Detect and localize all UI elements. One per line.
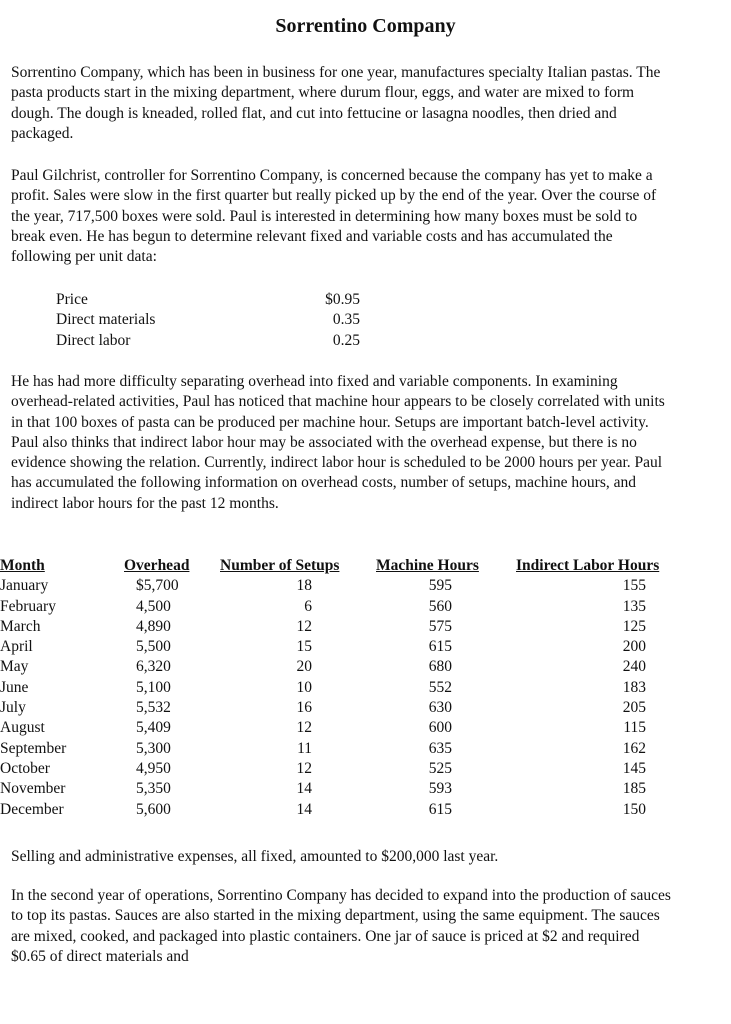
unit-value: 0.25: [332, 331, 360, 349]
table-header-row: [0, 556, 700, 576]
cell-setups: 6: [304, 597, 312, 615]
cell-month: October: [0, 759, 50, 777]
cell-indirect-labor-hours: 183: [622, 678, 646, 696]
unit-label: Price: [56, 291, 88, 308]
cell-month: August: [0, 719, 45, 737]
cell-setups: 12: [296, 617, 312, 635]
cell-overhead: 4,890: [136, 617, 171, 635]
cell-indirect-labor-hours: 155: [622, 577, 646, 595]
table-row: [0, 637, 700, 657]
table-row: [0, 739, 700, 759]
document-title: Sorrentino Company: [275, 15, 456, 37]
column-header-machine-hours: Machine Hours: [376, 557, 479, 574]
cell-machine-hours: 615: [428, 800, 452, 818]
cell-overhead: 5,600: [136, 800, 171, 818]
table-row: [0, 800, 700, 820]
cell-indirect-labor-hours: 240: [622, 658, 646, 676]
cell-month: December: [0, 800, 64, 818]
paragraph-second-year: In the second year of operations, Sorrentino Company has decided to expand into the production of sauces to top its pastas. Sauces are also started in the mixing department, using the same equipment. The sauces are mixed, cooked, and packaged into plastic containers. One jar of sauce is priced at $2 and required $0.65 of direct materials and: [11, 887, 671, 965]
cell-month: September: [0, 739, 67, 757]
cell-indirect-labor-hours: 150: [622, 800, 646, 818]
cell-machine-hours: 525: [428, 759, 452, 777]
cell-setups: 12: [296, 719, 312, 737]
table-row: [0, 657, 700, 677]
cell-overhead: 5,100: [136, 678, 171, 696]
paragraph-overhead: He has had more difficulty separating overhead into fixed and variable components. In examining overhead-related activities, Paul has noticed that machine hour appears to be closely correlated with units in that 100 boxes of pasta can be produced per machine hour. Setups are important batch-level activity. Paul also thinks that indirect labor hour may be associated with the overhead expense, but there is no evidence showing the relation. Currently, indirect labor hour is scheduled to be 2000 hours per year. Paul has accumulated the following information on overhead costs, number of setups, machine hours, and indirect labor hours for the past 12 months.: [11, 373, 665, 512]
cell-setups: 10: [296, 678, 312, 696]
cell-overhead: 5,300: [136, 739, 171, 757]
cell-month: July: [0, 699, 26, 717]
cell-setups: 15: [296, 638, 312, 656]
cell-indirect-labor-hours: 125: [622, 617, 646, 635]
cell-machine-hours: 552: [428, 678, 452, 696]
per-unit-data-table: [56, 290, 376, 351]
cell-month: March: [0, 617, 41, 635]
cell-overhead: 5,532: [136, 699, 171, 717]
table-row: [0, 759, 700, 779]
cell-machine-hours: 630: [428, 699, 452, 717]
cell-machine-hours: 593: [428, 780, 452, 798]
cell-indirect-labor-hours: 145: [622, 759, 646, 777]
unit-row-direct-materials: [56, 310, 376, 330]
cell-month: February: [0, 597, 56, 615]
cell-setups: 12: [296, 759, 312, 777]
cell-indirect-labor-hours: 115: [623, 719, 646, 737]
cell-month: June: [0, 678, 29, 696]
cell-indirect-labor-hours: 205: [622, 699, 646, 717]
column-header-month: Month: [0, 557, 45, 574]
table-row: [0, 576, 700, 596]
cell-overhead: 5,409: [136, 719, 171, 737]
unit-value: $0.95: [325, 291, 360, 308]
cell-indirect-labor-hours: 185: [622, 780, 646, 798]
cell-overhead: 4,500: [136, 597, 171, 615]
column-header-indirect-labor-hours: Indirect Labor Hours: [516, 557, 660, 574]
cell-month: November: [0, 780, 66, 798]
paragraph-selling-admin: Selling and administrative expenses, all fixed, amounted to $200,000 last year.: [11, 848, 499, 865]
cell-setups: 14: [296, 800, 312, 818]
cell-overhead: $5,700: [136, 577, 179, 595]
cell-month: May: [0, 658, 29, 676]
cell-indirect-labor-hours: 200: [622, 638, 646, 656]
cell-month: January: [0, 577, 49, 595]
cell-overhead: 5,350: [136, 780, 171, 798]
cell-month: April: [0, 638, 33, 656]
cell-setups: 14: [296, 780, 312, 798]
cell-machine-hours: 680: [428, 658, 452, 676]
cell-indirect-labor-hours: 135: [622, 597, 646, 615]
overhead-table: [0, 556, 700, 820]
cell-machine-hours: 595: [428, 577, 452, 595]
cell-overhead: 5,500: [136, 638, 171, 656]
cell-setups: 11: [297, 739, 312, 757]
paragraph-intro: Sorrentino Company, which has been in business for one year, manufactures specialty Italian pastas. The pasta products start in the mixing department, where durum flour, eggs, and water are mixed to form dough. The dough is kneaded, rolled flat, and cut into fettucine or lasagna noodles, then dried and packaged.: [11, 64, 661, 142]
table-row: [0, 698, 700, 718]
cell-setups: 18: [296, 577, 312, 595]
cell-overhead: 6,320: [136, 658, 171, 676]
table-row: [0, 678, 700, 698]
cell-setups: 16: [296, 699, 312, 717]
cell-machine-hours: 615: [428, 638, 452, 656]
column-header-setups: Number of Setups: [220, 557, 340, 574]
cell-setups: 20: [296, 658, 312, 676]
unit-label: Direct materials: [56, 311, 156, 329]
cell-machine-hours: 635: [428, 739, 452, 757]
table-row: [0, 617, 700, 637]
table-row: [0, 779, 700, 799]
unit-value: 0.35: [332, 311, 360, 329]
unit-label: Direct labor: [56, 331, 131, 349]
cell-machine-hours: 575: [428, 617, 452, 635]
unit-row-direct-labor: [56, 331, 376, 351]
cell-machine-hours: 600: [428, 719, 452, 737]
table-row: [0, 597, 700, 617]
cell-indirect-labor-hours: 162: [622, 739, 646, 757]
cell-machine-hours: 560: [428, 597, 452, 615]
cell-overhead: 4,950: [136, 759, 171, 777]
paragraph-controller: Paul Gilchrist, controller for Sorrentino Company, is concerned because the company has yet to make a profit. Sales were slow in the first quarter but really picked up by the end of the year. Over the course of the year, 717,500 boxes were sold. Paul is interested in determining how many boxes must be sold to break even. He has begun to determine relevant fixed and variable costs and has accumulated the following per unit data:: [11, 167, 657, 266]
table-row: [0, 718, 700, 738]
column-header-overhead: Overhead: [124, 557, 190, 574]
unit-row-price: [56, 290, 376, 310]
